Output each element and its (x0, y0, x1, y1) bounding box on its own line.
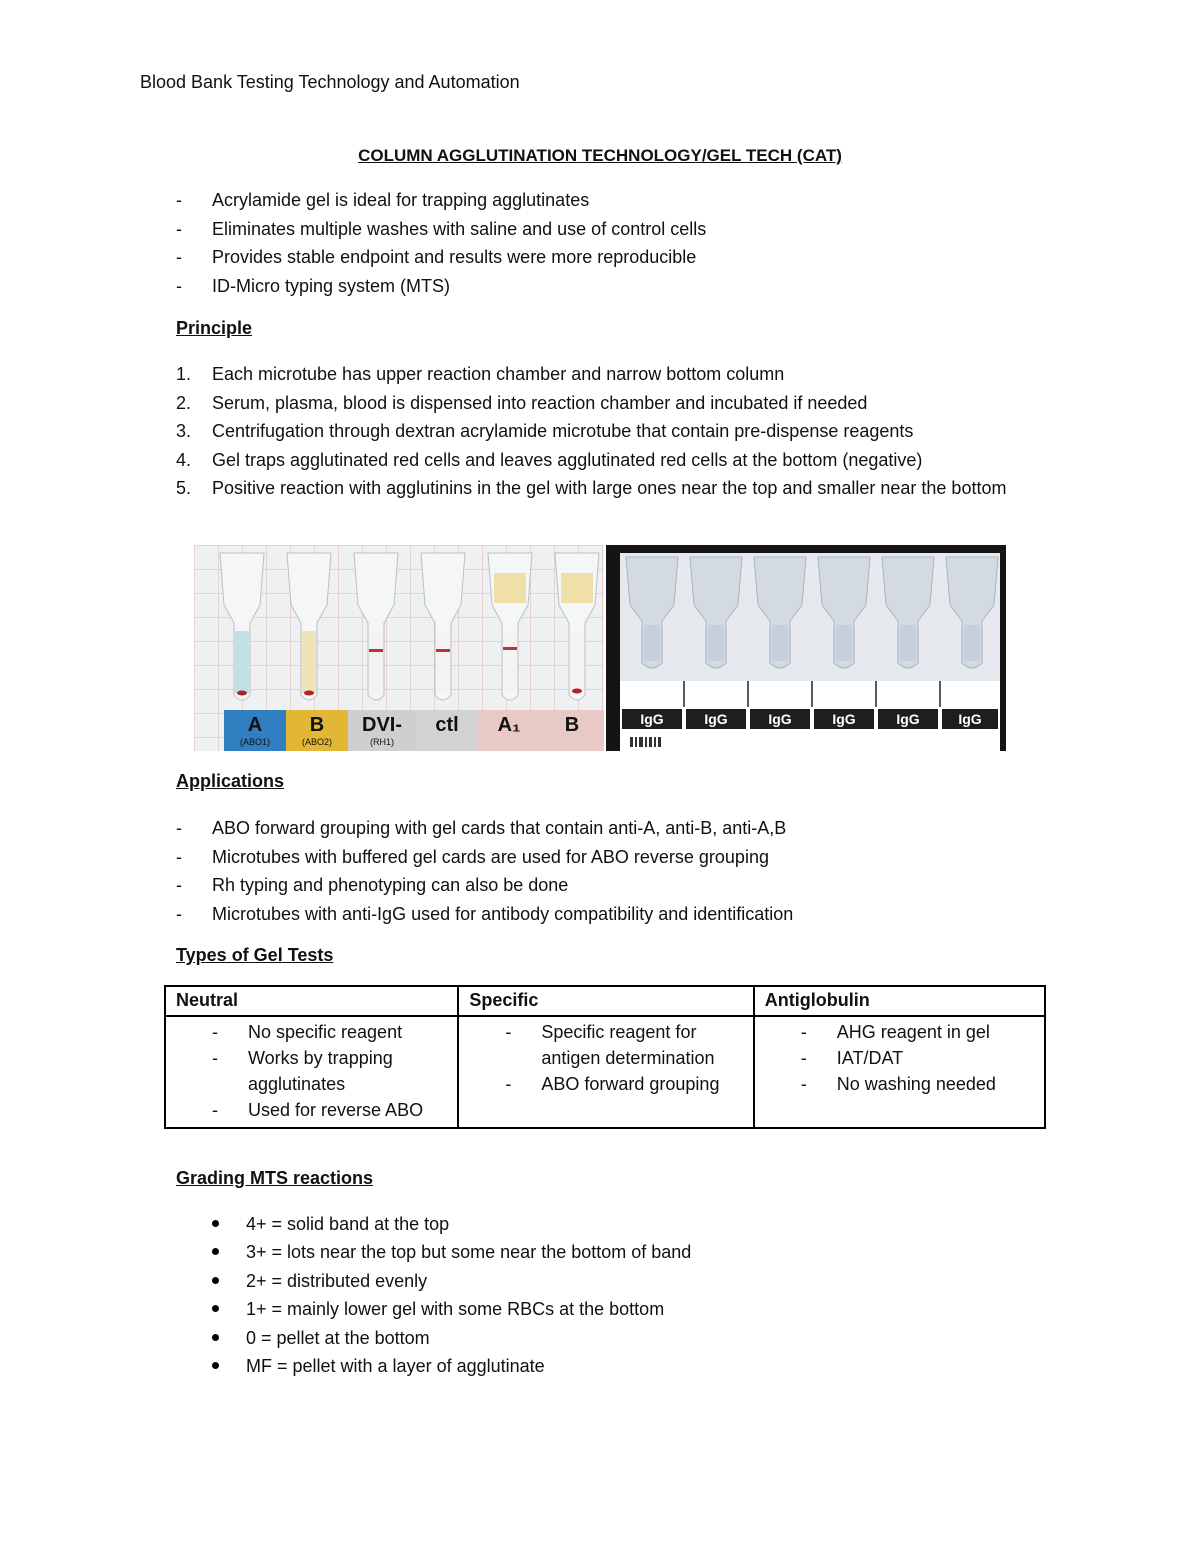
table-row (165, 1016, 1045, 1128)
list-item: - AHG reagent in gel (801, 1019, 1044, 1045)
column-header: Specific (458, 986, 753, 1016)
page-title: COLUMN AGGLUTINATION TECHNOLOGY/GEL TECH (CAT) (358, 146, 842, 165)
column-header: Antiglobulin (754, 986, 1045, 1016)
card-label: B (309, 714, 325, 736)
card-label: IgG (704, 711, 728, 727)
card-label: ctl (435, 714, 459, 736)
principle-heading: Principle (176, 318, 253, 338)
card-sublabel: (RH1) (370, 737, 394, 747)
card-label: IgG (768, 711, 792, 727)
list-item: - Provides stable endpoint and results were more reproducible (176, 243, 706, 272)
list-item (176, 417, 1056, 446)
gel-types-table (164, 985, 1046, 1129)
card-sublabel: (ABO2) (301, 737, 333, 747)
list-item: - ABO forward grouping (505, 1071, 752, 1097)
principle-list (176, 360, 1056, 503)
card-label-strip (224, 710, 604, 751)
item-text: Each microtube has upper reaction chamber and narrow bottom column (212, 364, 785, 384)
table-header-row (165, 986, 1045, 1016)
card-label: IgG (832, 711, 856, 727)
list-item: - Works by trapping agglutinates (212, 1045, 457, 1097)
list-item: - ABO forward grouping with gel cards that contain anti-A, anti-B, anti-A,B (176, 814, 793, 843)
list-item: 0 = pellet at the bottom (212, 1324, 691, 1352)
list-item (176, 474, 1056, 503)
applications-list (176, 814, 793, 928)
list-item: - No washing needed (801, 1071, 1044, 1097)
list-item (176, 389, 1056, 418)
list-item: 2+ = distributed evenly (212, 1267, 691, 1295)
list-item: - Eliminates multiple washes with saline and use of control cells (176, 215, 706, 244)
types-heading: Types of Gel Tests (176, 945, 334, 965)
list-item: - Rh typing and phenotyping can also be done (176, 871, 793, 900)
list-item (176, 446, 1056, 475)
table-cell (458, 1016, 753, 1128)
item-number: 2. (176, 392, 192, 413)
list-item: - Used for reverse ABO (212, 1097, 457, 1123)
item-text: Centrifugation through dextran acrylamide microtube that contain pre-dispense reagents (212, 421, 914, 441)
item-text: Gel traps agglutinated red cells and leaves agglutinated red cells at the bottom (negative) (212, 449, 923, 470)
item-number: 1. (176, 364, 192, 384)
card-label: A₁ (497, 714, 521, 736)
card-label: B (564, 714, 580, 736)
card-label: IgG (640, 711, 664, 727)
list-item: - Specific reagent for antigen determination (505, 1019, 752, 1071)
gel-card-photo-left (194, 545, 604, 751)
grading-list (212, 1210, 691, 1380)
list-item: - IAT/DAT (801, 1045, 1044, 1071)
list-item (176, 360, 1056, 389)
table-cell (165, 1016, 458, 1128)
card-label: IgG (958, 711, 982, 727)
applications-heading: Applications (176, 771, 285, 791)
list-item: - Acrylamide gel is ideal for trapping agglutinates (176, 186, 706, 215)
item-number: 5. (176, 478, 192, 498)
column-header: Neutral (165, 986, 458, 1016)
item-text: Serum, plasma, blood is dispensed into reaction chamber and incubated if needed (212, 392, 868, 413)
list-item: 4+ = solid band at the top (212, 1210, 691, 1238)
item-number: 4. (176, 449, 192, 470)
table-cell (754, 1016, 1045, 1128)
card-label: A (247, 714, 263, 736)
item-number: 3. (176, 421, 192, 441)
item-text: Positive reaction with agglutinins in the gel with large ones near the top and smaller near the bottom (212, 478, 1007, 498)
list-item: MF = pellet with a layer of agglutinate (212, 1352, 691, 1380)
list-item: - ID-Micro typing system (MTS) (176, 272, 706, 301)
card-sublabel: (ABO1) (239, 737, 271, 747)
gel-card-photos (194, 545, 1006, 751)
list-item: - No specific reagent (212, 1019, 457, 1045)
page-header: Blood Bank Testing Technology and Automation (140, 72, 520, 92)
card-label: IgG (896, 711, 920, 727)
grading-heading: Grading MTS reactions (176, 1168, 374, 1188)
gel-card-photo-right (606, 545, 1006, 751)
list-item: 3+ = lots near the top but some near the bottom of band (212, 1238, 691, 1266)
card-label: DVI- (362, 714, 402, 736)
list-item: - Microtubes with anti-IgG used for antibody compatibility and identification (176, 900, 793, 929)
intro-list (176, 186, 706, 300)
list-item: 1+ = mainly lower gel with some RBCs at the bottom (212, 1295, 691, 1323)
list-item: - Microtubes with buffered gel cards are used for ABO reverse grouping (176, 843, 793, 872)
